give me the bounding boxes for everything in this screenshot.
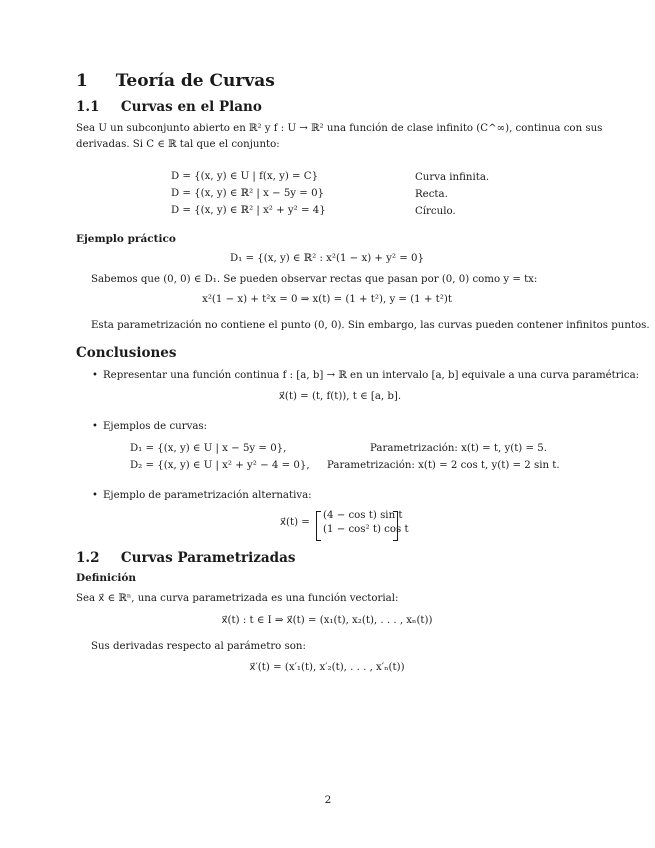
conclusion-equation-1: x⃗(t) = (t, f(t)), t ∈ [a, b]. xyxy=(278,391,402,402)
example-text-1: Sabemos que (0, 0) ∈ D₁. Se pueden observar rectas que pasan por (0, 0) como y = tx: xyxy=(91,274,538,285)
section-heading xyxy=(76,71,275,91)
definition-label: Círculo. xyxy=(415,206,456,217)
definition-label: Curva infinita. xyxy=(415,172,490,183)
section-number: 1 xyxy=(76,71,88,91)
definition-formula: D = {(x, y) ∈ ℝ² | x² + y² = 4} xyxy=(171,205,326,216)
definition-equation-1: x⃗(t) : t ∈ I ⇒ x⃗(t) = (x₁(t), x₂(t), . . . , xₙ(t)) xyxy=(221,615,433,626)
definition-label: Recta. xyxy=(415,189,448,200)
section-title: Teoría de Curvas xyxy=(115,71,275,91)
subsection-title: Curvas Parametrizadas xyxy=(120,550,296,566)
alt-parametrization-row-1: (4 − cos t) sin t xyxy=(323,510,403,521)
intro-line-1: Sea U un subconjunto abierto en ℝ² y f : U → ℝ² una función de clase infinito (C^∞), continua con sus xyxy=(76,123,603,134)
subsection-title: Curvas en el Plano xyxy=(120,99,262,115)
bullet-icon: • xyxy=(92,370,98,381)
alt-parametrization-row-2: (1 − cos² t) cos t xyxy=(323,524,409,535)
subsection-number: 1.1 xyxy=(76,99,100,115)
conclusion-item-2: Ejemplos de curvas: xyxy=(103,421,208,432)
example-curve-param: Parametrización: x(t) = t, y(t) = 5. xyxy=(370,443,547,454)
definition-formula: D = {(x, y) ∈ U | f(x, y) = C} xyxy=(171,171,319,182)
example-curve-param: Parametrización: x(t) = 2 cos t, y(t) = 2 sin t. xyxy=(327,460,560,471)
page-number: 2 xyxy=(324,794,332,806)
conclusion-item-1: Representar una función continua f : [a, b] → ℝ en un intervalo [a, b] equivale a una curva paramétrica: xyxy=(103,370,640,381)
example-curve-set: D₁ = {(x, y) ∈ U | x − 5y = 0}, xyxy=(130,443,287,454)
definition-text-2: Sus derivadas respecto al parámetro son: xyxy=(91,641,306,652)
definition-equation-2: x⃗′(t) = (x′₁(t), x′₂(t), . . . , x′ₙ(t)) xyxy=(249,662,405,673)
intro-line-2: derivadas. Si C ∈ ℝ tal que el conjunto: xyxy=(76,139,280,150)
definition-heading: Definición xyxy=(76,572,137,584)
definition-formula: D = {(x, y) ∈ ℝ² | x − 5y = 0} xyxy=(171,188,325,199)
conclusion-item-3: Ejemplo de parametrización alternativa: xyxy=(103,490,312,501)
definition-text-1: Sea x⃗ ∈ ℝⁿ, una curva parametrizada es una función vectorial: xyxy=(76,593,399,604)
example-heading: Ejemplo práctico xyxy=(76,233,176,245)
alt-parametrization-lhs: x⃗(t) = xyxy=(280,517,310,528)
subsection-number: 1.2 xyxy=(76,550,100,566)
conclusions-heading: Conclusiones xyxy=(76,345,177,361)
example-set: D₁ = {(x, y) ∈ ℝ² : x²(1 − x) + y² = 0} xyxy=(230,253,424,264)
bullet-icon: • xyxy=(92,490,98,501)
matrix-right-bracket xyxy=(393,511,398,541)
example-curve-set: D₂ = {(x, y) ∈ U | x² + y² − 4 = 0}, xyxy=(130,460,310,471)
bullet-icon: • xyxy=(92,421,98,432)
subsection-heading xyxy=(76,550,295,566)
subsection-heading xyxy=(76,99,262,115)
example-equation: x²(1 − x) + t²x = 0 ⇒ x(t) = (1 + t²), y = (1 + t²)t xyxy=(202,294,452,305)
matrix-left-bracket xyxy=(316,511,321,541)
example-text-2: Esta parametrización no contiene el punto (0, 0). Sin embargo, las curvas pueden contener infinitos puntos. xyxy=(91,320,650,331)
